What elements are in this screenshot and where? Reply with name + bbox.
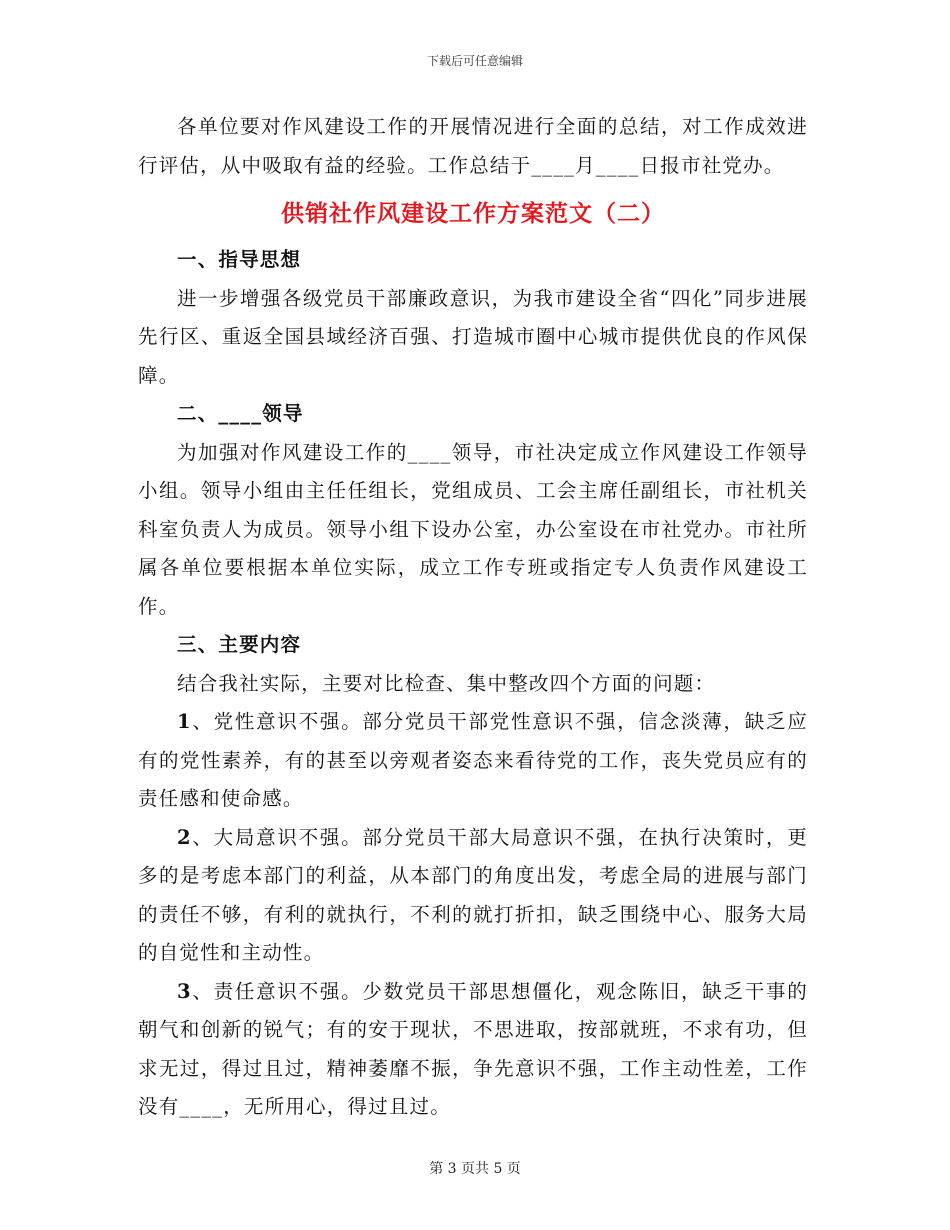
- section-2-paragraph: 为加强对作风建设工作的____领导，市社决定成立作风建设工作领导小组。领导小组由主任任组长，党组成员、工会主席任副组长，市社机关科室负责人为成员。领导小组下设办公室，办公室设在市社党办。市社所属各单位要根据本单位实际，成立工作专班或指定专人负责作风建设工作。: [138, 440, 808, 618]
- section-1-heading: 一、指导思想: [177, 248, 302, 271]
- list-item-1-text: 、党性意识不强。部分党员干部党性意识不强，信念淡薄，缺乏应有的党性素养，有的甚至以旁观者姿态来看待党的工作，丧失党员应有的责任感和使命感。: [138, 710, 808, 810]
- document-title: 供销社作风建设工作方案范文（二）: [281, 200, 665, 227]
- section-3-intro: 结合我社实际，主要对比检查、集中整改四个方面的问题：: [177, 671, 716, 695]
- list-item-1: [138, 703, 808, 819]
- list-item-3-number: 3: [177, 979, 192, 1003]
- page-number-footer: 第 3 页共 5 页: [429, 1161, 521, 1177]
- list-item-2-text: 、大局意识不强。部分党员干部大局意识不强，在执行决策时，更多的是考虑本部门的利益，从本部门的角度出发，考虑全局的进展与部门的责任不够，有利的就执行，不利的就打折扣，缺乏围绕中心、服务大局的自觉性和主动性。: [138, 825, 808, 964]
- list-item-3: [138, 973, 808, 1127]
- section-1-paragraph: 进一步增强各级党员干部廉政意识，为我市建设全省“四化”同步进展先行区、重返全国县域经济百强、打造城市圈中心城市提供优良的作风保障。: [138, 286, 808, 387]
- intro-paragraph: 各单位要对作风建设工作的开展情况进行全面的总结，对工作成效进行评估，从中吸取有益的经验。工作总结于____月____日报市社党办。: [138, 115, 808, 177]
- page-header-note: 下载后可任意编辑: [426, 54, 523, 68]
- list-item-2-number: 2: [177, 825, 192, 849]
- document-body: [138, 108, 808, 1127]
- section-2-heading: 二、____领导: [177, 402, 304, 425]
- list-item-3-text: 、责任意识不强。少数党员干部思想僵化，观念陈旧，缺乏干事的朝气和创新的锐气；有的安于现状，不思进取，按部就班，不求有功，但求无过，得过且过，精神萎靡不振，争先意识不强，工作主动性差，工作没有____，无所用心，得过且过。: [138, 979, 808, 1118]
- section-3-heading: 三、主要内容: [177, 633, 302, 656]
- list-item-1-number: 1: [177, 710, 192, 733]
- list-item-2: [138, 819, 808, 973]
